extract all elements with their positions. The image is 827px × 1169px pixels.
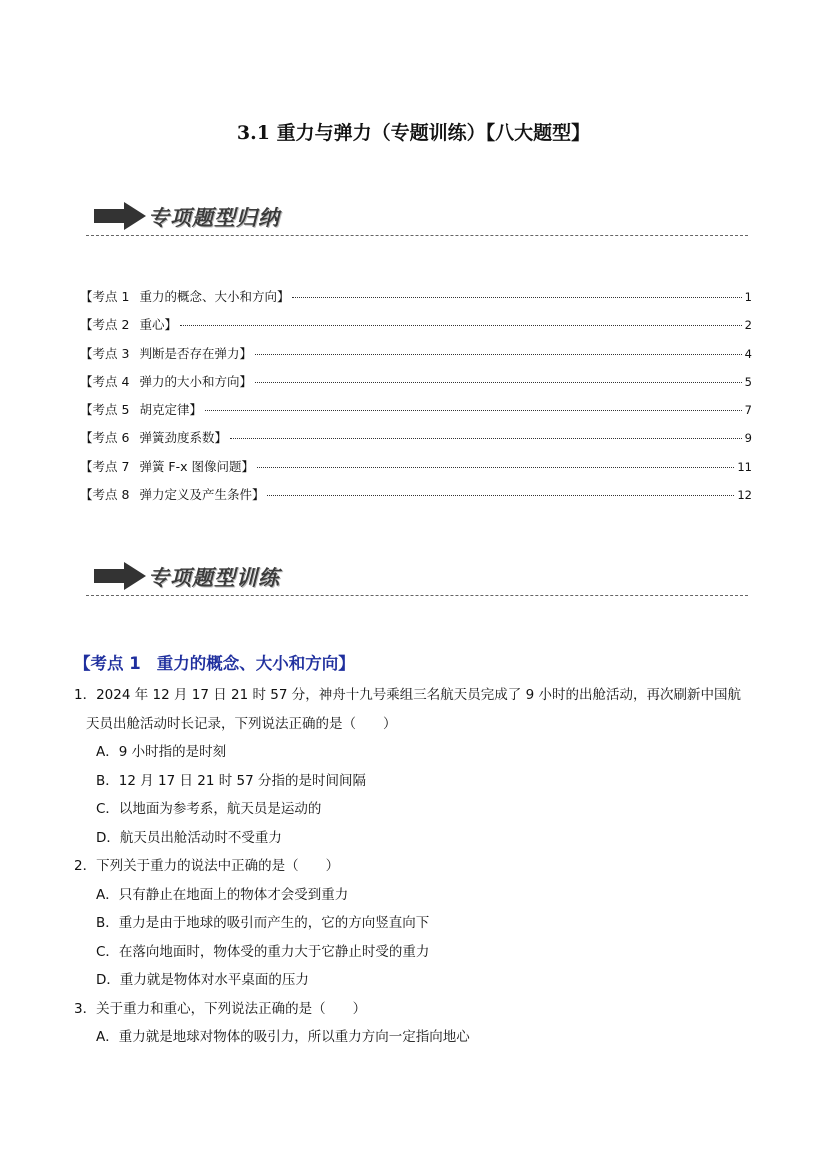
toc-code: 【考点 3 [80,345,130,361]
toc-label: 弹力的大小和方向 [139,373,240,389]
question-list [74,681,764,1052]
toc-page: 1 [744,290,752,304]
toc-page: 11 [737,459,752,474]
page-title: 3.1 重力与弹力（专题训练）【八大题型】 [236,122,591,144]
toc-bracket: 】 [189,402,202,418]
banner-divider [86,595,748,596]
banner-divider [86,235,748,236]
answer-option[interactable]: A．只有静止在地面上的物体才会受到重力 [96,886,349,903]
answer-option[interactable]: D．航天员出舱活动时不受重力 [96,829,282,846]
table-of-contents [80,287,752,513]
toc-code: 【考点 5 [80,402,130,418]
toc-code: 【考点 1 [80,289,130,304]
banner-summary [86,198,748,238]
toc-bracket: 】 [239,373,252,389]
toc-label: 胡克定律 [139,402,190,418]
toc-code: 【考点 7 [80,458,130,474]
toc-page: 4 [744,346,752,361]
question-stem: 2．下列关于重力的说法中正确的是（ ） [74,858,340,874]
toc-leader [255,354,742,355]
answer-option[interactable]: C．以地面为参考系，航天员是运动的 [96,801,322,817]
toc-bracket: 】 [239,345,252,361]
toc-label: 重心 [139,317,165,333]
toc-code: 【考点 2 [80,317,130,333]
answer-option[interactable]: B．12 月 17 日 21 时 57 分指的是时间间隔 [96,772,367,789]
toc-bracket: 】 [276,289,290,304]
banner-summary-text: 专项题型归纳 [148,206,280,230]
toc-leader [257,467,734,468]
toc-label: 弹簧 F-x 图像问题 [139,458,242,474]
toc-page: 5 [744,374,752,389]
toc-item-5[interactable] [80,400,752,428]
toc-label: 弹力定义及产生条件 [139,487,252,503]
toc-label: 重力的概念、大小和方向 [139,289,277,304]
toc-code: 【考点 4 [80,373,130,389]
question-stem-continued: 天员出舱活动时长记录，下列说法正确的是（ ） [86,715,397,732]
answer-option[interactable]: A．9 小时指的是时刻 [96,744,227,760]
toc-page: 2 [744,318,752,333]
section-heading [74,650,355,674]
toc-page: 12 [737,488,752,503]
answer-option[interactable]: D．重力就是物体对水平桌面的压力 [96,972,309,988]
toc-bracket: 】 [251,487,265,503]
toc-item-8[interactable] [80,485,752,513]
question-stem: 1．2024 年 12 月 17 日 21 时 57 分，神舟十九号乘组三名航天员完成了 9 小时的出舱活动，再次刷新中国航 [74,687,741,703]
toc-bracket: 】 [214,430,227,446]
toc-code: 【考点 6 [80,430,130,446]
answer-option[interactable]: A．重力就是地球对物体的吸引力，所以重力方向一定指向地心 [96,1029,470,1045]
answer-option[interactable]: B．重力是由于地球的吸引而产生的，它的方向竖直向下 [96,915,430,931]
banner-training [86,558,748,598]
toc-item-3[interactable] [80,344,752,372]
toc-label: 判断是否存在弹力 [139,345,240,361]
section-label: 重力的概念、大小和方向】 [156,654,355,673]
toc-item-6[interactable] [80,428,752,456]
toc-leader [205,410,742,411]
arrow-right-icon [94,202,146,230]
toc-item-7[interactable] [80,457,752,485]
toc-page: 7 [744,403,752,418]
toc-leader [267,495,734,496]
answer-option[interactable]: C．在落向地面时，物体受的重力大于它静止时受的重力 [96,943,430,960]
toc-page: 9 [744,431,752,446]
toc-label: 弹簧劲度系数 [139,430,215,446]
toc-item-4[interactable] [80,372,752,400]
toc-leader [255,382,742,383]
arrow-right-icon [94,562,146,590]
toc-leader [180,325,742,326]
toc-leader [230,438,742,439]
toc-leader [292,297,741,298]
toc-code: 【考点 8 [80,487,130,503]
toc-bracket: 】 [164,317,177,333]
toc-bracket: 】 [241,458,254,474]
banner-training-text: 专项题型训练 [148,566,280,590]
toc-item-2[interactable] [80,315,752,343]
toc-item-1[interactable] [80,287,752,315]
section-code: 【考点 1 [74,654,141,673]
question-stem: 3．关于重力和重心，下列说法正确的是（ ） [74,1000,367,1017]
